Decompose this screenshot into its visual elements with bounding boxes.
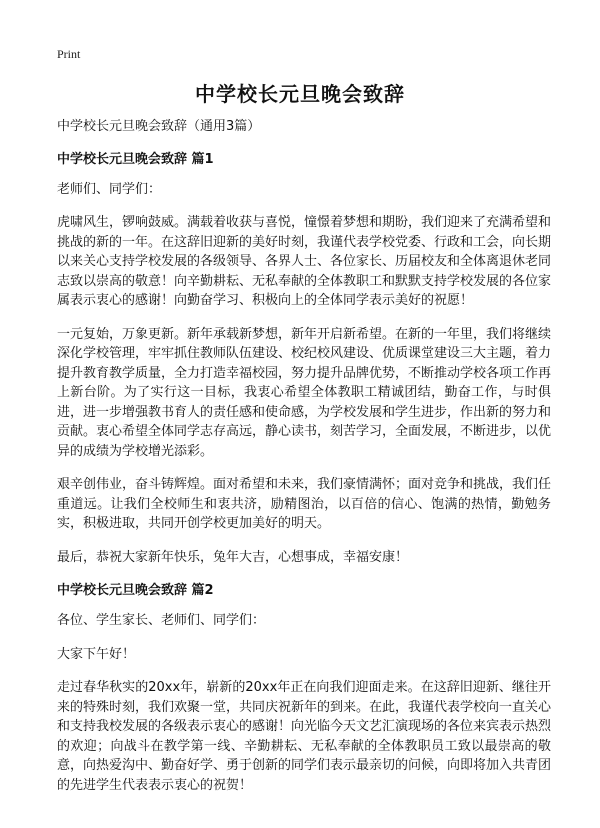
page-title: 中学校长元旦晚会致辞 — [195, 82, 405, 106]
paragraph: 各位、学生家长、老师们、同学们： — [57, 613, 266, 628]
document-body — [57, 117, 551, 809]
paragraph: 一元复始，万象更新。新年承载新梦想，新年开启新希望。在新的一年里，我们将继续深化学校管理，牢牢抓住教师队伍建设、校纪校风建设、优质课堂建设三大主题，着力提升教育教学质量，全力打造幸福校园，努力提升品牌优势，不断推动学校各项工作再上新台阶。为了实行这一目标，我衷心希望全体教职工精诚团结，勤奋工作，与时俱进，进一步增强教书育人的责任感和使命感，为学校发展和学生进步，作出新的努力和贡献。衷心希望全体同学志存高远，静心读书，刻苦学习，全面发展，不断进步，以优异的成绩为学校增光添彩。 — [57, 326, 552, 459]
paragraph: 老师们、同学们： — [57, 181, 162, 197]
section-heading-1: 中学校长元旦晚会致辞 篇1 — [57, 151, 214, 167]
section-heading-2: 中学校长元旦晚会致辞 篇2 — [57, 583, 214, 598]
paragraph: 艰辛创伟业，奋斗铸辉煌。面对希望和未来，我们豪情满怀；面对竞争和挑战，我们任重道远。让我们全校师生和衷共济，励精图治，以百倍的信心、饱满的热情，勤勉务实，积极进取，共同开创学校更加美好的明天。 — [57, 477, 552, 531]
paragraph: 虎啸风生，锣响鼓威。满载着收获与喜悦，憧憬着梦想和期盼，我们迎来了充满希望和挑战的新的一年。在这辞旧迎新的美好时刻，我谨代表学校党委、行政和工会，向长期以来关心支持学校发展的各级领导、各界人士、各位家长、历届校友和全体离退休老同志致以崇高的敬意！向辛勤耕耘、无私奉献的全体教职工和默默支持学校发展的各位家属表示衷心的感谢！向勤奋学习、积极向上的全体同学表示美好的祝愿！ — [57, 215, 552, 308]
paragraph: 大家下午好！ — [57, 646, 136, 662]
document-subtitle: 中学校长元旦晚会致辞（通用3篇） — [57, 119, 261, 134]
paragraph: 最后，恭祝大家新年快乐，兔年大吉，心想事成，幸福安康！ — [57, 549, 409, 565]
print-link[interactable]: Print — [57, 47, 81, 61]
paragraph: 走过春华秋实的20xx年，崭新的20xx年正在向我们迎面走来。在这辞旧迎新、继往开来的特殊时刻，我们欢聚一堂，共同庆祝新年的到来。在此，我谨代表学校向一直关心和支持我校发展的各级表示衷心的感谢！向光临今天文艺汇演现场的各位来宾表示热烈的欢迎；向战斗在教学第一线、辛勤耕耘、无私奉献的全体教职员工致以最崇高的敬意，向热爱沟中、勤奋好学、勇于创新的同学们表示最亲切的问候，向即将加入共青团的先进学生代表表示衷心的祝贺！ — [57, 680, 552, 793]
